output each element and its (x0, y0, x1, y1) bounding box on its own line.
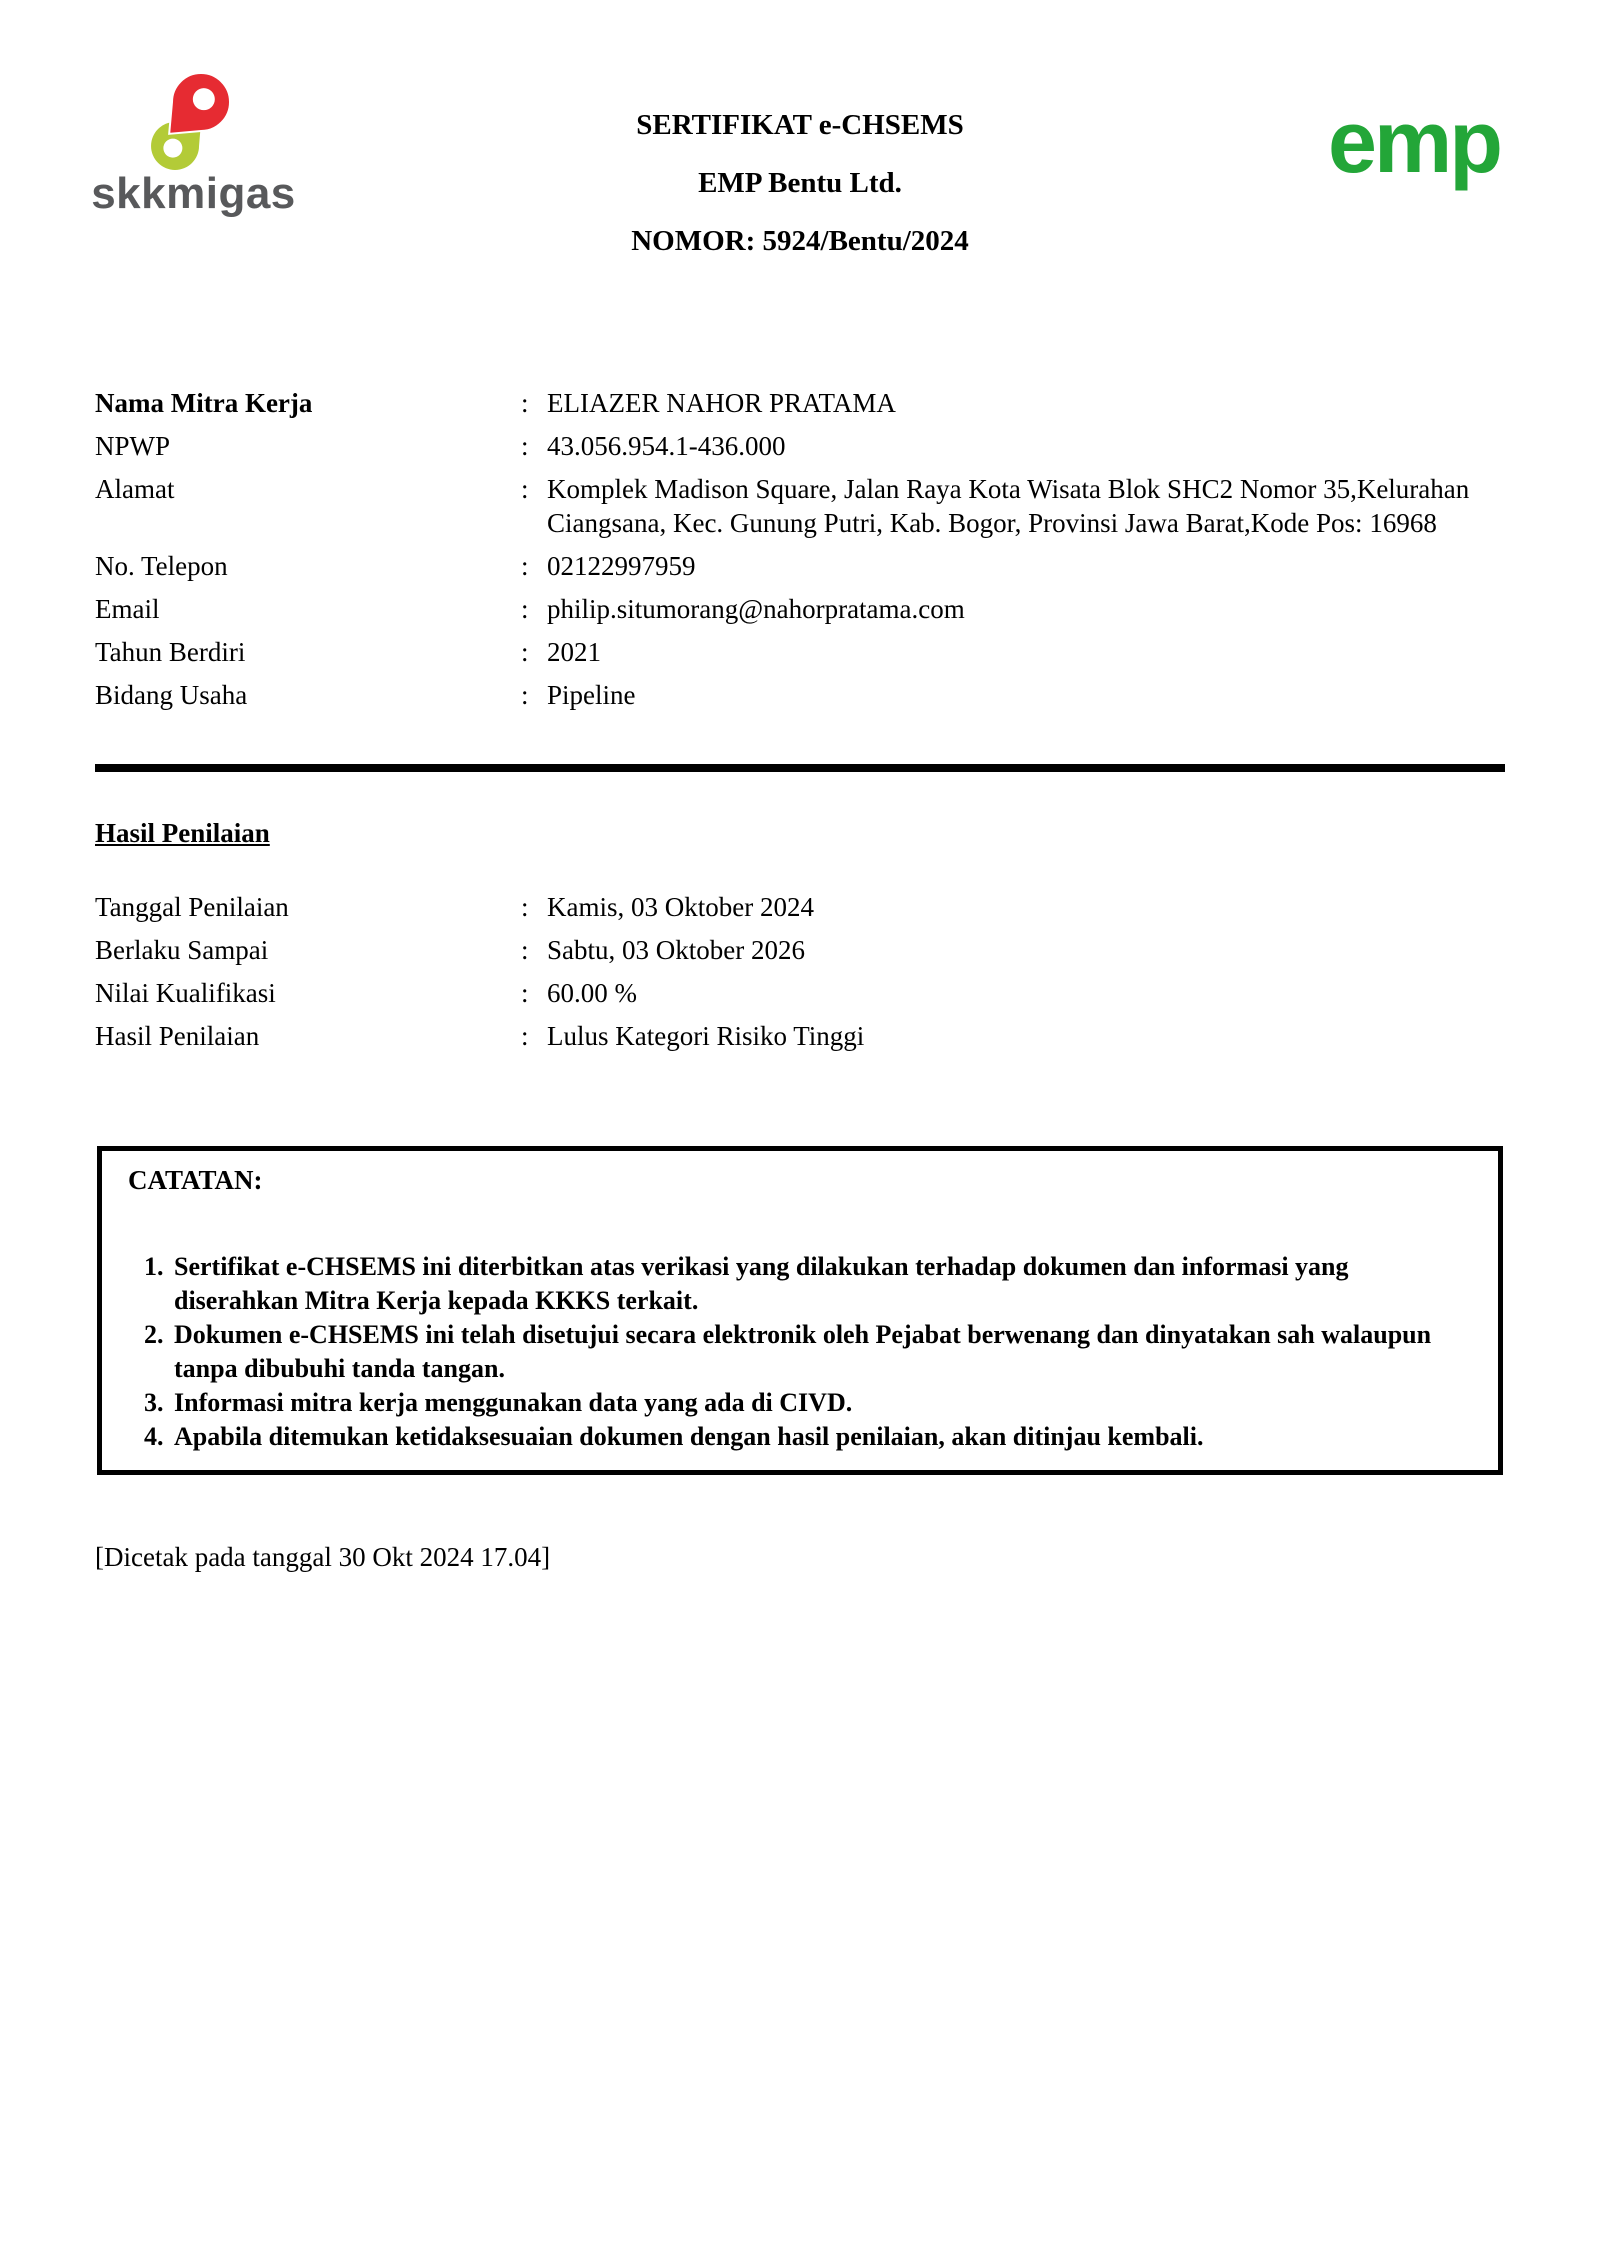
field-label: Bidang Usaha (95, 680, 248, 710)
field-label: Hasil Penilaian (95, 1021, 260, 1051)
field-row-no-telepon (95, 549, 1507, 583)
field-label: Email (95, 594, 160, 624)
field-label: Nama Mitra Kerja (95, 388, 313, 418)
field-value: Komplek Madison Square, Jalan Raya Kota Wisata Blok SHC2 Nomor 35,Kelurahan Ciangsana, Kec. Gunung Putri, Kab. Bogor, Provinsi Jawa Barat,Kode Pos: 16968 (547, 474, 1470, 538)
printed-timestamp: [Dicetak pada tanggal 30 Okt 2024 17.04] (95, 1542, 551, 1572)
certificate-title: SERTIFIKAT e-CHSEMS (636, 109, 964, 141)
field-row-berlaku-sampai (95, 933, 1507, 967)
colon-separator: : (521, 978, 529, 1008)
certificate-number: NOMOR: 5924/Bentu/2024 (631, 225, 969, 257)
section-divider (95, 764, 1505, 772)
field-row-alamat (95, 472, 1507, 540)
field-row-email (95, 592, 1507, 626)
field-value: Pipeline (547, 680, 636, 710)
assessment-section (95, 890, 1507, 1062)
note-item-3: 3. Informasi mitra kerja menggunakan data yang ada di CIVD. (170, 1386, 1472, 1420)
field-row-npwp (95, 429, 1507, 463)
colon-separator: : (521, 935, 529, 965)
emp-logo: emp (1328, 92, 1500, 191)
field-value: Kamis, 03 Oktober 2024 (547, 892, 814, 922)
colon-separator: : (521, 474, 529, 504)
skkmigas-wordmark: skkmigas (91, 169, 296, 218)
field-row-hasil-penilaian (95, 1019, 1507, 1053)
field-row-tanggal-penilaian (95, 890, 1507, 924)
field-row-nama-mitra-kerja (95, 386, 1507, 420)
note-item-1: 1. Sertifikat e-CHSEMS ini diterbitkan atas verikasi yang dilakukan terhadap dokumen dan informasi yang diserahkan Mitra Kerja kepada KKKS terkait. (170, 1250, 1472, 1318)
field-value: Sabtu, 03 Oktober 2026 (547, 935, 805, 965)
field-label: Nilai Kualifikasi (95, 978, 276, 1008)
field-label: Tahun Berdiri (95, 637, 246, 667)
company-name: EMP Bentu Ltd. (698, 167, 902, 199)
field-value: Lulus Kategori Risiko Tinggi (547, 1021, 865, 1051)
field-label: No. Telepon (95, 551, 228, 581)
assessment-heading: Hasil Penilaian (95, 818, 270, 848)
field-value: 2021 (547, 637, 601, 667)
colon-separator: : (521, 680, 529, 710)
field-row-nilai-kualifikasi (95, 976, 1507, 1010)
colon-separator: : (521, 1021, 529, 1051)
colon-separator: : (521, 594, 529, 624)
notes-list (128, 1250, 1472, 1454)
field-label: Berlaku Sampai (95, 935, 269, 965)
field-value: 43.056.954.1-436.000 (547, 431, 786, 461)
colon-separator: : (521, 551, 529, 581)
field-row-tahun-berdiri (95, 635, 1507, 669)
field-label: Alamat (95, 474, 175, 504)
field-value: 60.00 % (547, 978, 637, 1008)
field-value: ELIAZER NAHOR PRATAMA (547, 388, 896, 418)
field-label: Tanggal Penilaian (95, 892, 289, 922)
colon-separator: : (521, 637, 529, 667)
note-item-4: 4. Apabila ditemukan ketidaksesuaian dokumen dengan hasil penilaian, akan ditinjau kembali. (170, 1420, 1472, 1454)
notes-heading: CATATAN: (128, 1165, 263, 1195)
partner-details-section (95, 386, 1507, 721)
field-label: NPWP (95, 431, 171, 461)
colon-separator: : (521, 892, 529, 922)
field-value: philip.situmorang@nahorpratama.com (547, 594, 965, 624)
notes-box (97, 1146, 1503, 1475)
colon-separator: : (521, 431, 529, 461)
note-item-2: 2. Dokumen e-CHSEMS ini telah disetujui secara elektronik oleh Pejabat berwenang dan dinyatakan sah walaupun tanpa dibubuhi tanda tangan. (170, 1318, 1472, 1386)
field-row-bidang-usaha (95, 678, 1507, 712)
colon-separator: : (521, 388, 529, 418)
field-value: 02122997959 (547, 551, 696, 581)
